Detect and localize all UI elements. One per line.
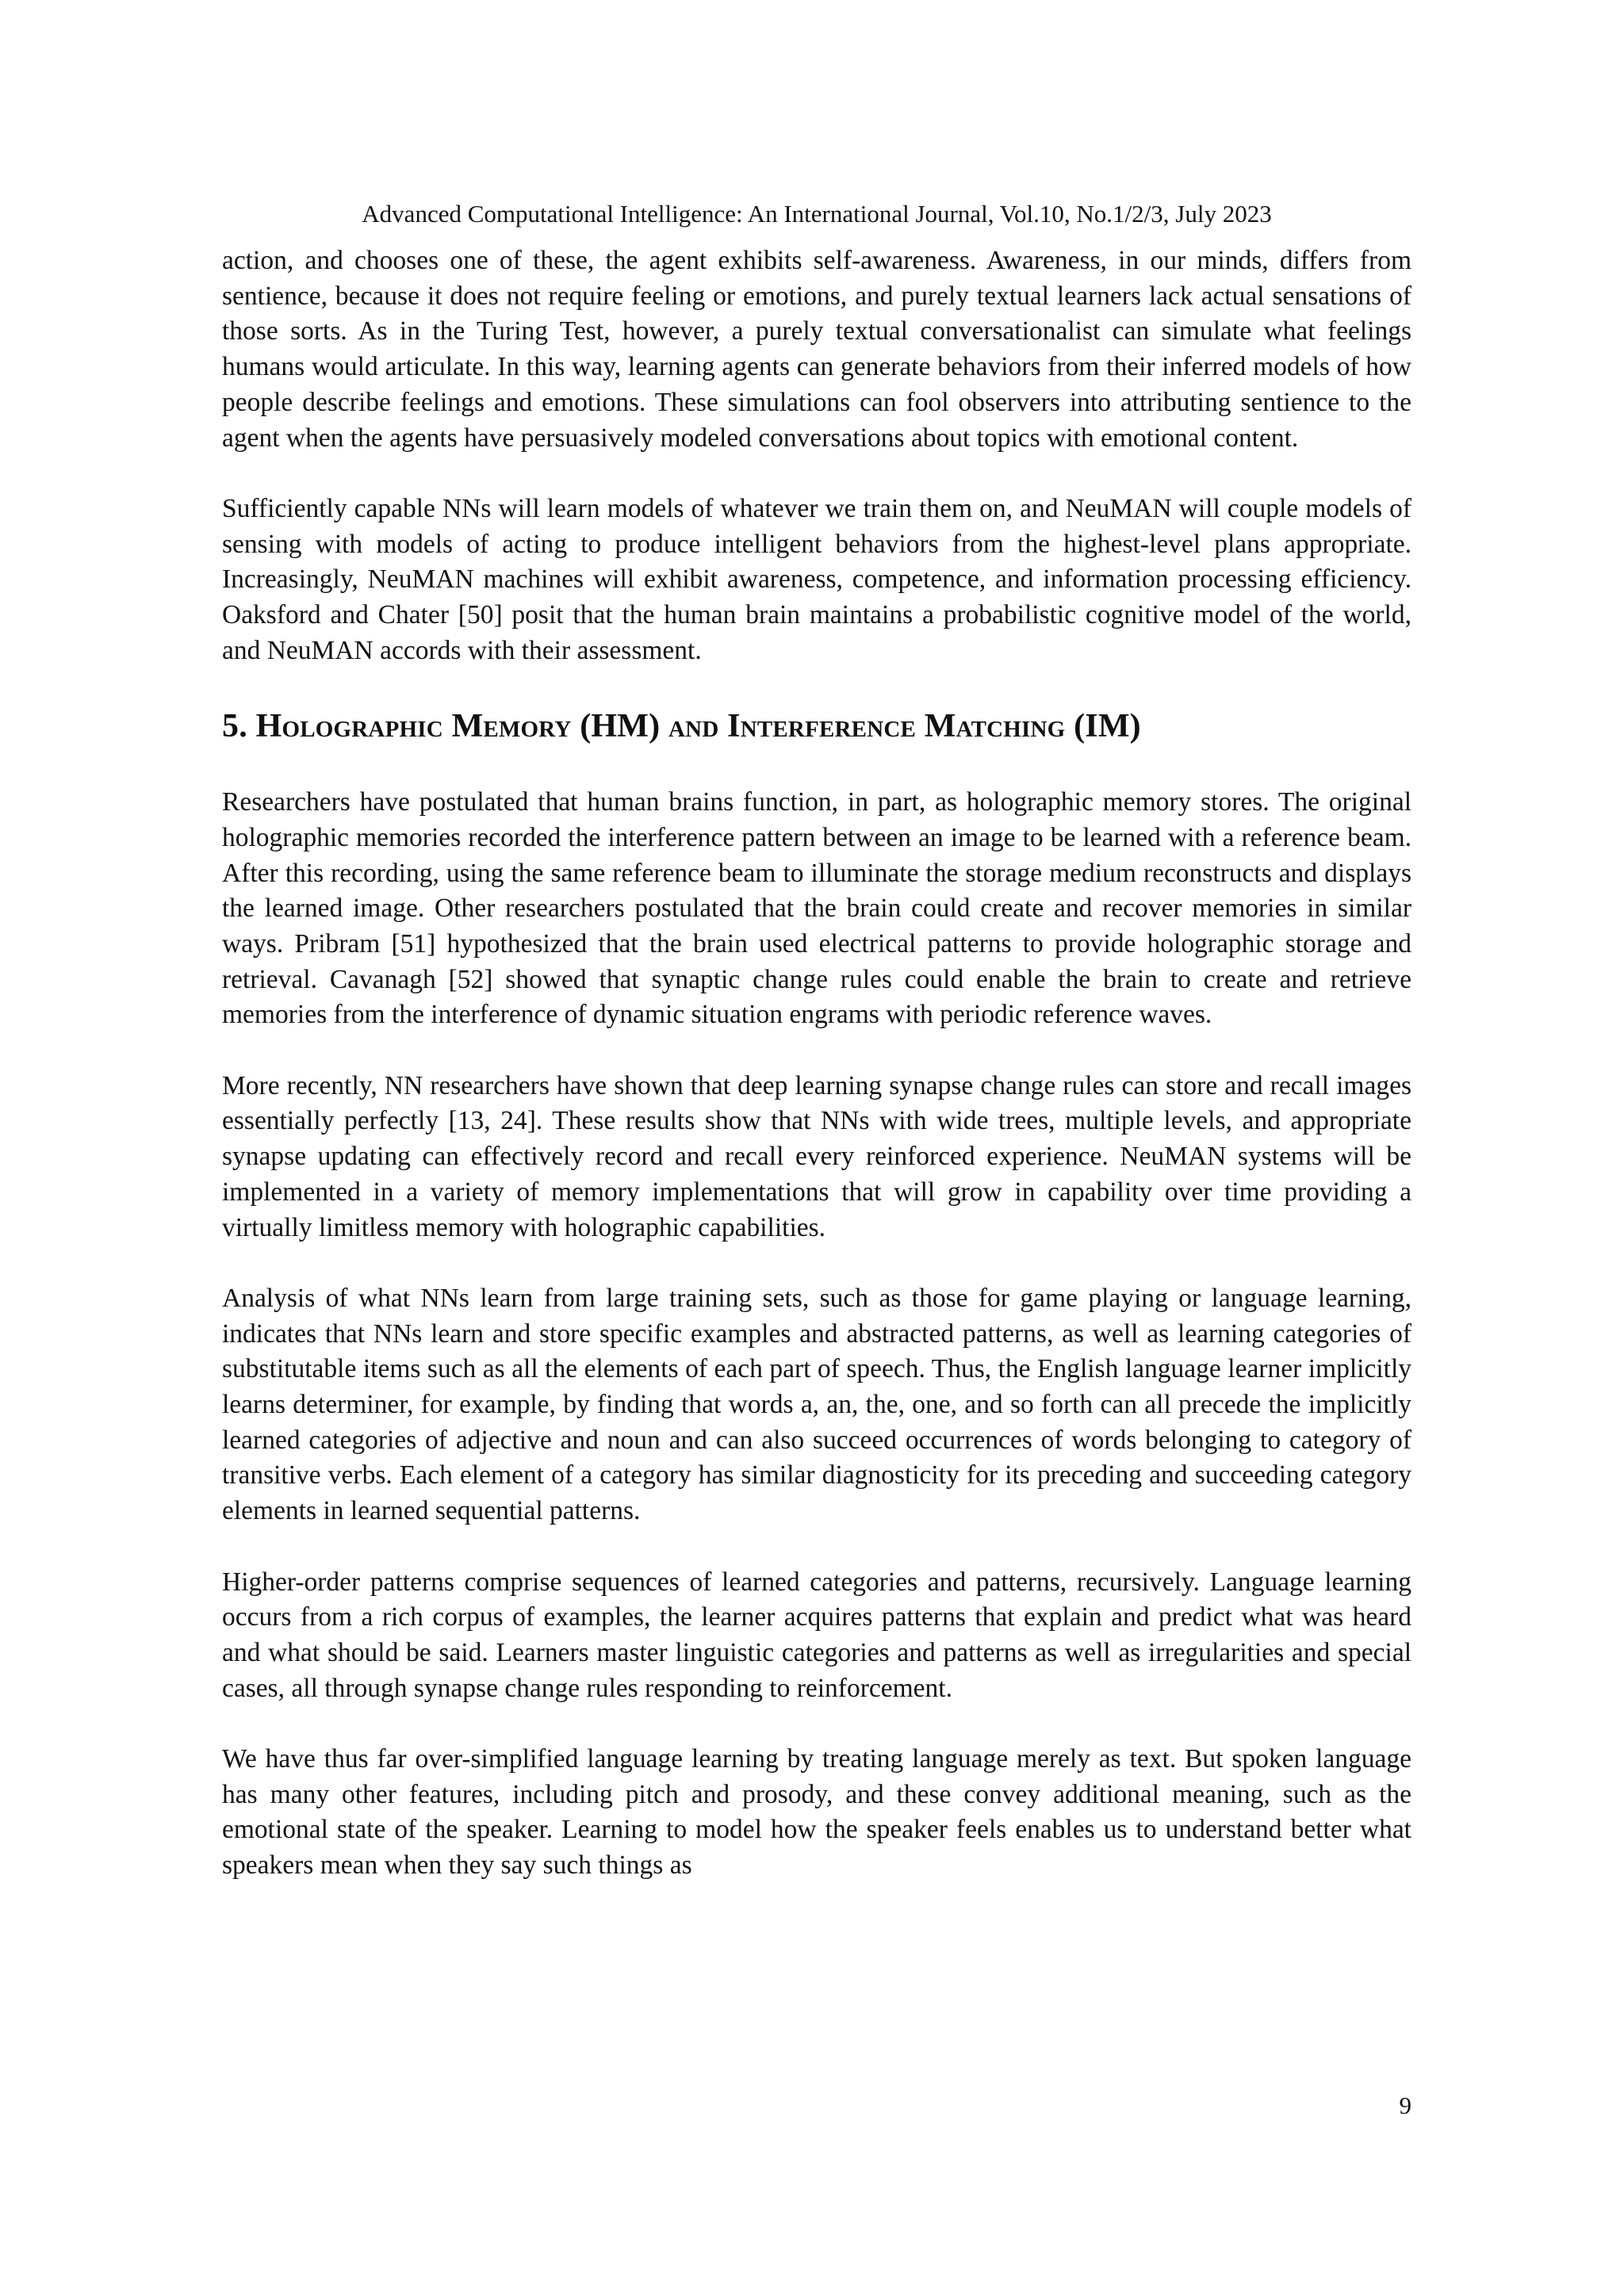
paragraph: Sufficiently capable NNs will learn models of whatever we train them on, and NeuMAN will couple models of sensing with models of acting to produce intelligent behaviors from the highest-level plans appropriate. Increasingly, NeuMAN machines will exhibit awareness, competence, and information processing efficiency. Oaksford and Chater [50] posit that the human brain maintains a probabilistic cognitive model of the world, and NeuMAN accords with their assessment. bbox=[222, 493, 1411, 665]
paragraph: We have thus far over-simplified language learning by treating language merely as text. But spoken language has many other features, including pitch and prosody, and these convey additional meaning, such as the emotional state of the speaker. Learning to model how the speaker feels enables us to understand better what speakers mean when they say such things as bbox=[222, 1744, 1411, 1881]
paragraph: Researchers have postulated that human brains function, in part, as holographic memory stores. The original holographic memories recorded the interference pattern between an image to be learned with a reference beam. After this recording, using the same reference beam to illuminate the storage medium reconstructs and displays the learned image. Other researchers postulated that the brain could create and recover memories in similar ways. Pribram [51] hypothesized that the brain used electrical patterns to provide holographic storage and retrieval. Cavanagh [52] showed that synaptic change rules could enable the brain to create and retrieve memories from the interference of dynamic situation engrams with periodic reference waves. bbox=[222, 787, 1411, 1030]
paragraph: More recently, NN researchers have shown that deep learning synapse change rules can store and recall images essentially perfectly [13, 24]. These results show that NNs with wide trees, multiple levels, and appropriate synapse updating can effectively record and recall every reinforced experience. NeuMAN systems will be implemented in a variety of memory implementations that will grow in capability over time providing a virtually limitless memory with holographic capabilities. bbox=[222, 1070, 1411, 1242]
running-header: Advanced Computational Intelligence: An International Journal, Vol.10, No.1/2/3, July 2023 bbox=[362, 200, 1272, 228]
section-heading: 5. Holographic Memory (HM) and Interference Matching (IM) bbox=[222, 708, 1141, 745]
paragraph: Analysis of what NNs learn from large training sets, such as those for game playing or language learning, indicates that NNs learn and store specific examples and abstracted patterns, as well as learning categories of substitutable items such as all the elements of each part of speech. Thus, the English language learner implicitly learns determiner, for example, by finding that words a, an, the, one, and so forth can all precede the implicitly learned categories of adjective and noun and can also succeed occurrences of words belonging to category of transitive verbs. Each element of a category has similar diagnosticity for its preceding and succeeding category elements in learned sequential patterns. bbox=[222, 1283, 1411, 1526]
body-text bbox=[222, 243, 1411, 1919]
page-number: 9 bbox=[1399, 2091, 1411, 2119]
paragraph: action, and chooses one of these, the agent exhibits self-awareness. Awareness, in our minds, differs from sentience, because it does not require feeling or emotions, and purely textual learners lack actual sensations of those sorts. As in the Turing Test, however, a purely textual conversationalist can simulate what feelings humans would articulate. In this way, learning agents can generate behaviors from their inferred models of how people describe feelings and emotions. These simulations can fool observers into attributing sentience to the agent when the agents have persuasively modeled conversations about topics with emotional content. bbox=[222, 246, 1411, 453]
paragraph: Higher-order patterns comprise sequences of learned categories and patterns, recursively. Language learning occurs from a rich corpus of examples, the learner acquires patterns that explain and predict what was heard and what should be said. Learners master linguistic categories and patterns as well as irregularities and special cases, all through synapse change rules responding to reinforcement. bbox=[222, 1567, 1411, 1703]
